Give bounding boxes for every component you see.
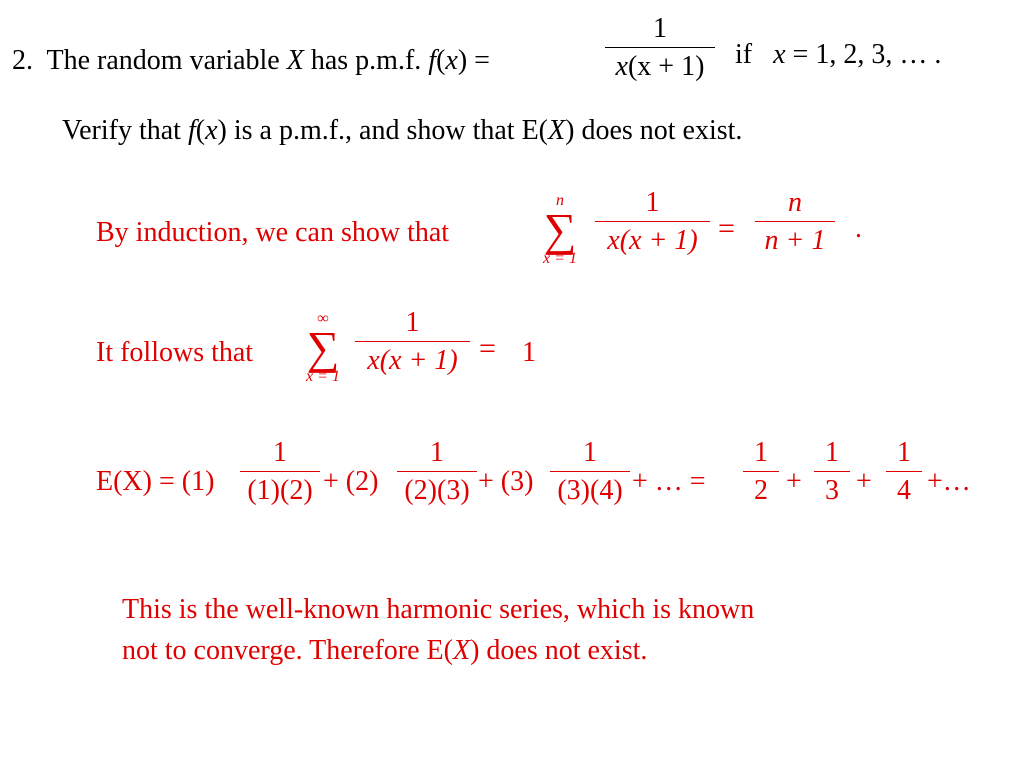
term1-fraction: 1 (1)(2)	[240, 439, 320, 505]
induction-fraction: 1 x(x + 1)	[595, 189, 710, 255]
condition-values: = 1, 2, 3, … .	[792, 39, 942, 70]
f-symbol: f	[428, 45, 437, 76]
harmonic-ellipsis: +…	[927, 466, 971, 497]
harmonic-term-quarter: 1 4	[886, 439, 922, 505]
sigma-icon: ∑	[543, 204, 577, 255]
open-paren: (	[436, 45, 446, 76]
pmf-condition	[735, 41, 941, 69]
x-symbol: x	[445, 45, 458, 76]
expectation-plus-3: + (3)	[478, 466, 534, 497]
harmonic-plus-a: +	[786, 466, 802, 497]
follows-text: It follows that	[96, 337, 254, 368]
pmf-fraction	[605, 15, 715, 81]
induction-summation	[535, 193, 585, 267]
problem-intro: The random variable	[46, 45, 280, 76]
close-paren-equals: ) =	[457, 45, 490, 76]
induction-equals: =	[718, 212, 735, 245]
sum-upper-limit-infinity: ∞	[317, 310, 329, 327]
follows-equals: =	[479, 332, 496, 365]
pmf-numerator: 1	[653, 13, 667, 44]
verify-statement: Verify that f(x) is a p.m.f., and show that E(X) does not exist.	[62, 115, 743, 146]
conclusion-line-2: not to converge. Therefore E(X) does not exist.	[122, 635, 648, 666]
follows-summation	[298, 311, 348, 385]
sum-lower-limit: x = 1	[306, 368, 340, 385]
conclusion-line-1: This is the well-known harmonic series, which is known	[122, 594, 755, 625]
expectation-ellipsis-equals: + … =	[632, 466, 706, 497]
induction-text: By induction, we can show that	[96, 217, 450, 248]
follows-rhs: 1	[522, 337, 536, 368]
pmf-denominator: x(x + 1)	[615, 51, 705, 82]
has-pmf-text: has p.m.f.	[310, 45, 422, 76]
expectation-plus-2: + (2)	[323, 466, 379, 497]
induction-rhs-fraction: n n + 1	[755, 189, 835, 255]
term3-fraction: 1 (3)(4)	[550, 439, 630, 505]
follows-fraction: 1 x(x + 1)	[355, 309, 470, 375]
term2-fraction: 1 (2)(3)	[397, 439, 477, 505]
problem-statement	[12, 47, 490, 75]
pmf-fraction-bar	[605, 47, 715, 48]
sum-lower-limit: x = 1	[543, 250, 577, 267]
harmonic-term-half: 1 2	[743, 439, 779, 505]
if-text: if	[735, 39, 753, 70]
variable-x: X	[286, 45, 304, 76]
sum-upper-limit: n	[556, 192, 564, 209]
problem-number: 2.	[12, 45, 33, 76]
sigma-icon: ∑	[306, 322, 340, 373]
expectation-lhs: E(X) = (1)	[96, 466, 215, 497]
condition-x: x	[773, 39, 786, 70]
harmonic-term-third: 1 3	[814, 439, 850, 505]
induction-period: .	[855, 213, 862, 244]
harmonic-plus-b: +	[856, 466, 872, 497]
